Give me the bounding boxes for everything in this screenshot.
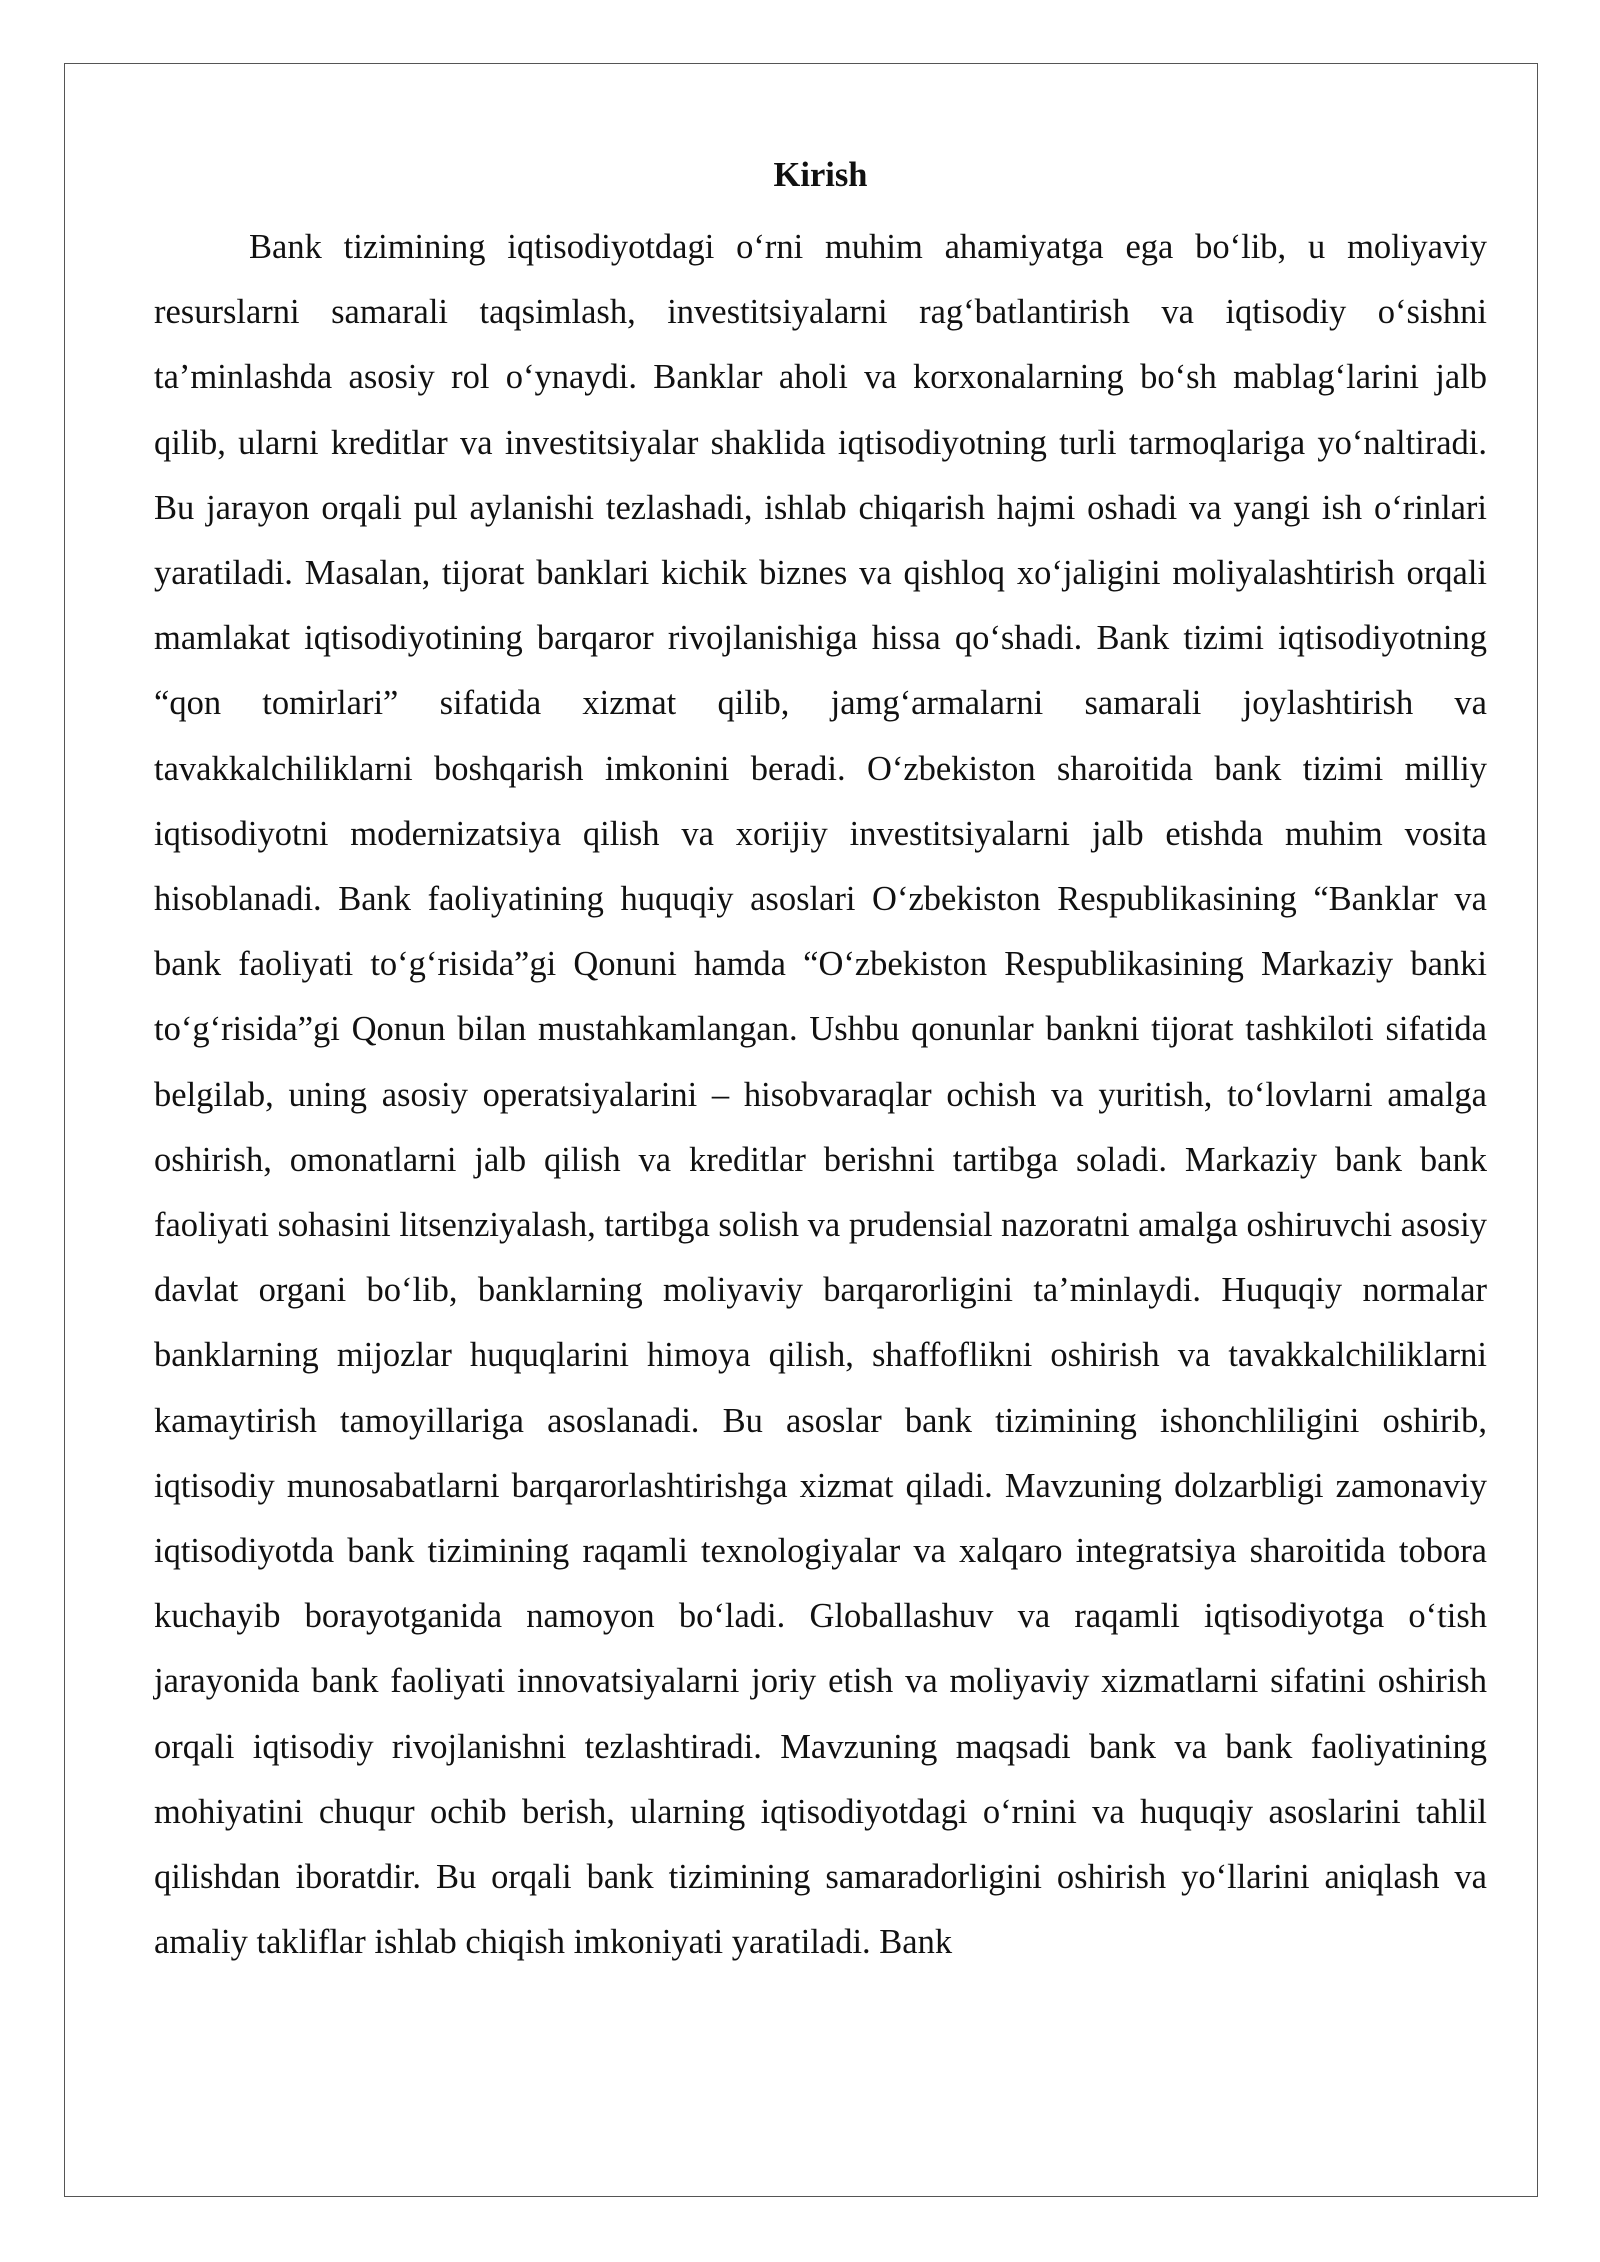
intro-paragraph: Bank tizimining iqtisodiyotdagi o‘rni muhim ahamiyatga ega bo‘lib, u moliyaviy resurslarni samarali taqsimlash, investitsiyalarni rag‘batlantirish va iqtisodiy o‘sishni ta’minlashda asosiy rol o‘ynaydi. Banklar aholi va korxonalarning bo‘sh mablag‘larini jalb qilib, ularni kreditlar va investitsiyalar shaklida iqtisodiyotning turli tarmoqlariga yo‘naltiradi. Bu jarayon orqali pul aylanishi tezlashadi, ishlab chiqarish hajmi oshadi va yangi ish o‘rinlari yaratiladi. Masalan, tijorat banklari kichik biznes va qishloq xo‘jaligini moliyalashtirish orqali mamlakat iqtisodiyotining barqaror rivojlanishiga hissa qo‘shadi. Bank tizimi iqtisodiyotning “qon tomirlari” sifatida xizmat qilib, jamg‘armalarni samarali joylashtirish va tavakkalchiliklarni boshqarish imkonini beradi. O‘zbekiston sharoitida bank tizimi milliy iqtisodiyotni modernizatsiya qilish va xorijiy investitsiyalarni jalb etishda muhim vosita hisoblanadi. Bank faoliyatining huquqiy asoslari O‘zbekiston Respublikasining “Banklar va bank faoliyati to‘g‘risida”gi Qonuni hamda “O‘zbekiston Respublikasining Markaziy banki to‘g‘risida”gi Qonun bilan mustahkamlangan. Ushbu qonunlar bankni tijorat tashkiloti sifatida belgilab, uning asosiy operatsiyalarini – hisobvaraqlar ochish va yuritish, to‘lovlarni amalga oshirish, omonatlarni jalb qilish va kreditlar berishni tartibga soladi. Markaziy bank bank faoliyati sohasini litsenziyalash, tartibga solish va prudensial nazoratni amalga oshiruvchi asosiy davlat organi bo‘lib, banklarning moliyaviy barqarorligini ta’minlaydi. Huquqiy normalar banklarning mijozlar huquqlarini himoya qilish, shaffoflikni oshirish va tavakkalchiliklarni kamaytirish tamoyillariga asoslanadi. Bu asoslar bank tizimining ishonchliligini oshirib, iqtisodiy munosabatlarni barqarorlashtirishga xizmat qiladi. Mavzuning dolzarbligi zamonaviy iqtisodiyotda bank tizimining raqamli texnologiyalar va xalqaro integratsiya sharoitida tobora kuchayib borayotganida namoyon bo‘ladi. Globallashuv va raqamli iqtisodiyotga o‘tish jarayonida bank faoliyati innovatsiyalarni joriy etish va moliyaviy xizmatlarni sifatini oshirish orqali iqtisodiy rivojlanishni tezlashtiradi. Mavzuning maqsadi bank va bank faoliyatining mohiyatini chuqur ochib berish, ularning iqtisodiyotdagi o‘rnini va huquqiy asoslarini tahlil qilishdan iboratdir. Bu orqali bank tizimining samaradorligini oshirish yo‘llarini aniqlash va amaliy takliflar ishlab chiqish imkoniyati yaratiladi. Bank — [154, 228, 1487, 1962]
document-body — [154, 150, 1487, 1975]
document-title: Kirish — [773, 156, 868, 194]
